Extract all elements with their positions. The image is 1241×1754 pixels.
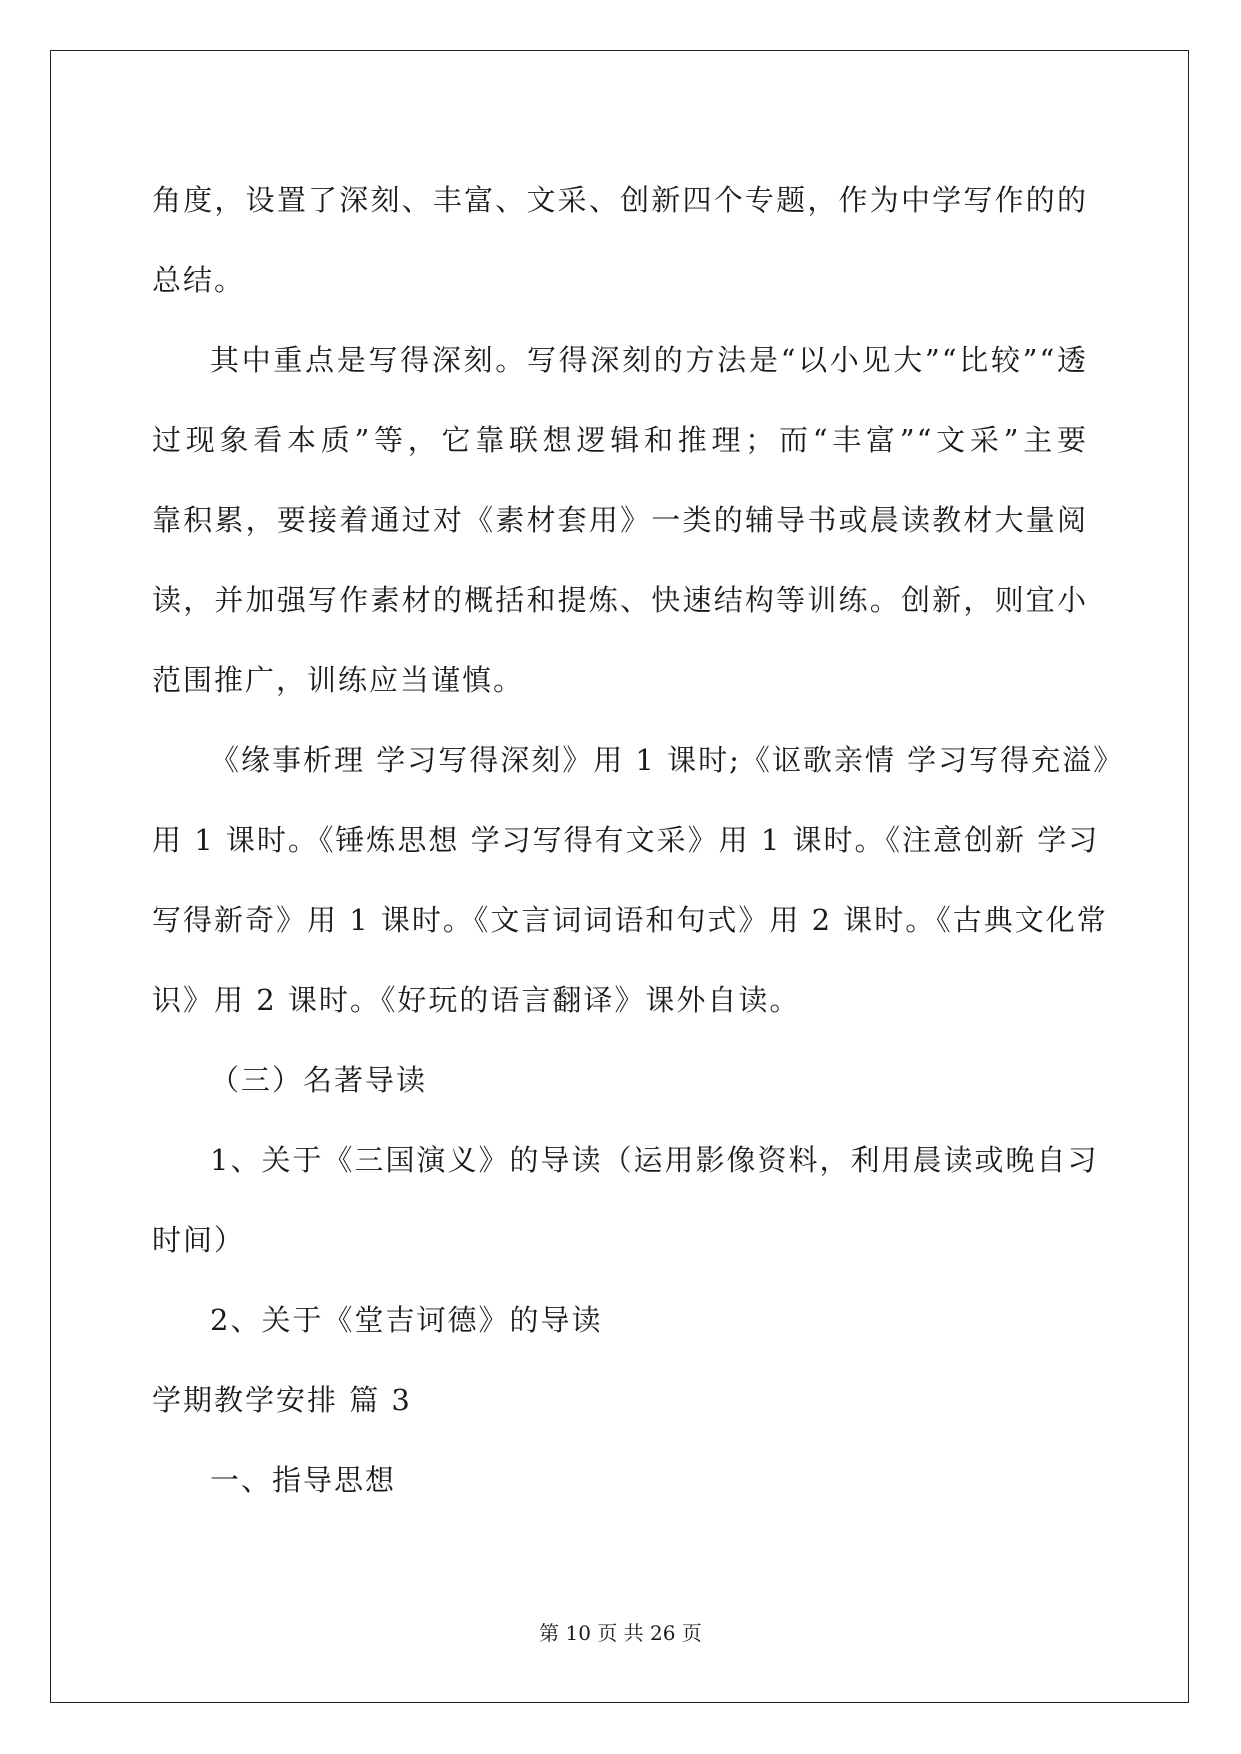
paragraph-line: 时间） bbox=[152, 1223, 246, 1257]
paragraph-line: 其中重点是写得深刻。写得深刻的方法是“以小见大”“比较”“透 bbox=[210, 343, 1088, 377]
section-subheading: 一、指导思想 bbox=[210, 1463, 397, 1497]
paragraph-line: 用 1 课时。《锤炼思想 学习写得有文采》用 1 课时。《注意创新 学习 bbox=[152, 823, 1100, 857]
paragraph-line: 写得新奇》用 1 课时。《文言词词语和句式》用 2 课时。《古典文化常 bbox=[152, 903, 1108, 937]
paragraph-line: 总结。 bbox=[152, 263, 246, 297]
paragraph-line: 识》用 2 课时。《好玩的语言翻译》课外自读。 bbox=[152, 983, 801, 1017]
paragraph-line: 1、关于《三国演义》的导读（运用影像资料，利用晨读或晚自习 bbox=[210, 1143, 1099, 1177]
paragraph-line: 读，并加强写作素材的概括和提炼、快速结构等训练。创新，则宜小 bbox=[152, 583, 1088, 617]
section-heading: 学期教学安排 篇 3 bbox=[152, 1383, 412, 1417]
document-body bbox=[152, 160, 1125, 1520]
paragraph-line: 2、关于《堂吉诃德》的导读 bbox=[210, 1303, 603, 1337]
paragraph-line: 过现象看本质”等，它靠联想逻辑和推理；而“丰富”“文采”主要 bbox=[152, 423, 1088, 457]
page-number: 第 10 页 共 26 页 bbox=[539, 1621, 702, 1645]
paragraph-line: 靠积累，要接着通过对《素材套用》一类的辅导书或晨读教材大量阅 bbox=[152, 503, 1088, 537]
paragraph-line: 角度，设置了深刻、丰富、文采、创新四个专题，作为中学写作的的 bbox=[152, 183, 1088, 217]
section-subtitle: （三）名著导读 bbox=[210, 1063, 428, 1097]
paragraph-line: 范围推广，训练应当谨慎。 bbox=[152, 663, 525, 697]
paragraph-line: 《缘事析理 学习写得深刻》用 1 课时;《讴歌亲情 学习写得充溢》 bbox=[210, 743, 1125, 777]
